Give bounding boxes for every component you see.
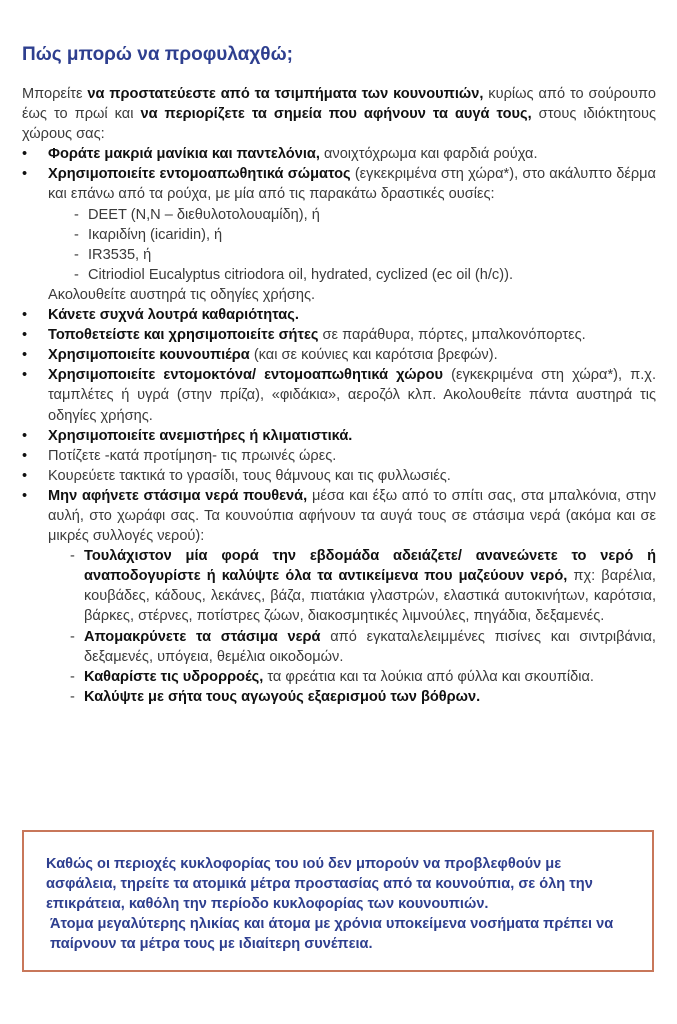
notice-box bbox=[22, 830, 654, 972]
item-text: σε παράθυρα, πόρτες, μπαλκονόπορτες. bbox=[318, 327, 586, 344]
item-bold: Χρησιμοποιείτε εντομοκτόνα/ εντομοαπωθητικά χώρου bbox=[48, 367, 443, 384]
intro-text-2: κυρίως από το σούρουπο έως το πρωί και bbox=[22, 86, 656, 123]
item-text: (και σε κούνιες και καρότσια βρεφών). bbox=[249, 347, 498, 364]
intro-text-1: Μπορείτε bbox=[22, 86, 88, 102]
action-text: τα φρεάτια και τα λούκια από φύλλα και σκουπίδια. bbox=[263, 668, 594, 685]
intro-text-3: στους ιδιόκτητους χώρους σας: bbox=[22, 106, 656, 143]
bullet-icon: • bbox=[22, 327, 28, 344]
substance-text: Citriodiol Eucalyptus citriodora oil, hydrated, cyclized (ec oil (h/c)). bbox=[88, 266, 514, 283]
item-text: (εγκεκριμένα στη χώρα*), στο ακάλυπτο δέρμα και επάνω από τα ρούχα, με μία από τις παρακάτω δραστικές ουσίες: bbox=[48, 166, 656, 203]
intro-bold-1: να προστατεύεστε από τα τσιμπήματα των κουνουπιών, bbox=[87, 86, 484, 102]
list-item-mowing bbox=[22, 466, 656, 486]
water-action-item bbox=[70, 687, 656, 707]
item-text: Ποτίζετε -κατά προτίμηση- τις πρωινές ώρες. bbox=[48, 447, 337, 464]
substance-item bbox=[74, 265, 656, 285]
water-action-item bbox=[70, 546, 656, 626]
water-actions-list bbox=[48, 546, 656, 707]
substance-item bbox=[74, 245, 656, 265]
action-bold: Τουλάχιστον μία φορά την εβδομάδα αδειάζετε/ ανανεώνετε το νερό ή αναποδογυρίστε ή καλύψτε όλα τα αντικείμενα που μαζεύουν νερό, bbox=[84, 548, 656, 585]
item-bold: Φοράτε μακριά μανίκια και παντελόνια, bbox=[48, 146, 320, 163]
substance-item bbox=[74, 225, 656, 245]
item-text: μέσα και έξω από το σπίτι σας, στα μπαλκόνια, στην αυλή, στο χωράφι σας. Τα κουνούπια αφήνουν τα αυγά τους σε στάσιμα νερά (ακόμα και σε μικρές συλλογές νερού): bbox=[48, 487, 657, 545]
bullet-icon: • bbox=[22, 487, 28, 504]
bullet-icon: • bbox=[22, 307, 28, 324]
list-item-standing-water bbox=[22, 486, 656, 707]
item-text: Κουρεύετε τακτικά το γρασίδι, τους θάμνους και τις φυλλωσιές. bbox=[48, 467, 451, 484]
dash-icon: - bbox=[70, 548, 75, 565]
item-bold: Κάνετε συχνά λουτρά καθαριότητας. bbox=[48, 307, 299, 324]
bullet-icon: • bbox=[22, 467, 28, 484]
measures-list bbox=[22, 144, 656, 707]
substance-item bbox=[74, 205, 656, 225]
item-bold: Μην αφήνετε στάσιμα νερά πουθενά, bbox=[48, 487, 308, 504]
substance-text: IR3535, ή bbox=[88, 246, 152, 263]
usage-instructions-note: Ακολουθείτε αυστηρά τις οδηγίες χρήσης. bbox=[48, 286, 316, 303]
item-bold: Χρησιμοποιείτε ανεμιστήρες ή κλιματιστικά. bbox=[48, 427, 353, 444]
action-text: από εγκαταλελειμμένες πισίνες και σιντριβάνια, δεξαμενές, υπόγεια, θεμέλια οικοδομών. bbox=[84, 628, 656, 665]
item-bold: Χρησιμοποιείτε κουνουπιέρα bbox=[48, 347, 250, 364]
bullet-icon: • bbox=[22, 166, 28, 183]
bullet-icon: • bbox=[22, 427, 28, 444]
dash-icon: - bbox=[70, 668, 75, 685]
dash-icon: - bbox=[70, 628, 75, 645]
dash-icon: - bbox=[74, 226, 79, 243]
list-item-repellents bbox=[22, 164, 656, 305]
list-item-fans bbox=[22, 426, 656, 446]
substance-text: Ικαριδίνη (icaridin), ή bbox=[88, 226, 223, 243]
notice-text-1: Καθώς οι περιοχές κυκλοφορίας του ιού δεν μπορούν να προβλεφθούν με ασφάλεια, τηρείτε τα ατομικά μέτρα προστασίας από τα κουνούπια, σε όλη την επικράτεια, καθόλη την περίοδο κυκλοφορίας των κουνουπιών. bbox=[46, 856, 593, 913]
intro-bold-2: να περιορίζετε τα σημεία που αφήνουν τα αυγά τους, bbox=[140, 106, 532, 123]
list-item-clothing bbox=[22, 144, 656, 164]
instructions-body bbox=[22, 84, 656, 707]
bullet-icon: • bbox=[22, 347, 28, 364]
action-text: πχ: βαρέλια, κουβάδες, κάδους, λεκάνες, βάζα, πιατάκια γλαστρών, ελαστικά αυτοκινήτων, καρότσια, βάρκες, στέρνες, ποτίστρες ζώων, διακοσμητικές λιμνούλες, πηγάδια, δεξαμενές. bbox=[84, 568, 656, 625]
water-action-item bbox=[70, 667, 656, 687]
bullet-icon: • bbox=[22, 146, 28, 163]
list-item-watering bbox=[22, 446, 656, 466]
notice-text-2: Άτομα μεγαλύτερης ηλικίας και άτομα με χρόνια υποκείμενα νοσήματα πρέπει να παίρνουν τα μέτρα τους με ιδιαίτερη συνέπεια. bbox=[50, 916, 614, 953]
page-title: Πώς μπορώ να προφυλαχθώ; bbox=[22, 44, 293, 65]
action-bold: Καλύψτε με σήτα τους αγωγούς εξαερισμού των βόθρων. bbox=[84, 688, 481, 705]
item-text: ανοιχτόχρωμα και φαρδιά ρούχα. bbox=[319, 146, 538, 163]
list-item-insecticides bbox=[22, 365, 656, 425]
bullet-icon: • bbox=[22, 447, 28, 464]
item-bold: Τοποθετείστε και χρησιμοποιείτε σήτες bbox=[48, 327, 319, 344]
substance-text: DEET (N,N – διεθυλοτολουαμίδη), ή bbox=[88, 206, 320, 223]
water-action-item bbox=[70, 627, 656, 667]
action-bold: Καθαρίστε τις υδρορροές, bbox=[84, 668, 264, 685]
dash-icon: - bbox=[74, 246, 79, 263]
item-text: (εγκεκριμένα στη χώρα*), π.χ. ταμπλέτες ή υγρά (στην πρίζα), «φιδάκια», αεροζόλ κλπ. Ακολουθείτε πάντα αυστηρά τις οδηγίες χρήσης. bbox=[48, 367, 656, 424]
intro-paragraph bbox=[22, 84, 656, 144]
bullet-icon: • bbox=[22, 367, 28, 384]
active-substances-list bbox=[48, 205, 656, 285]
list-item-baths bbox=[22, 305, 656, 325]
dash-icon: - bbox=[70, 688, 75, 705]
dash-icon: - bbox=[74, 206, 79, 223]
dash-icon: - bbox=[74, 266, 79, 283]
list-item-nets bbox=[22, 345, 656, 365]
item-bold: Χρησιμοποιείτε εντομοαπωθητικά σώματος bbox=[48, 166, 351, 183]
list-item-screens bbox=[22, 325, 656, 345]
action-bold: Απομακρύνετε τα στάσιμα νερά bbox=[84, 628, 321, 645]
